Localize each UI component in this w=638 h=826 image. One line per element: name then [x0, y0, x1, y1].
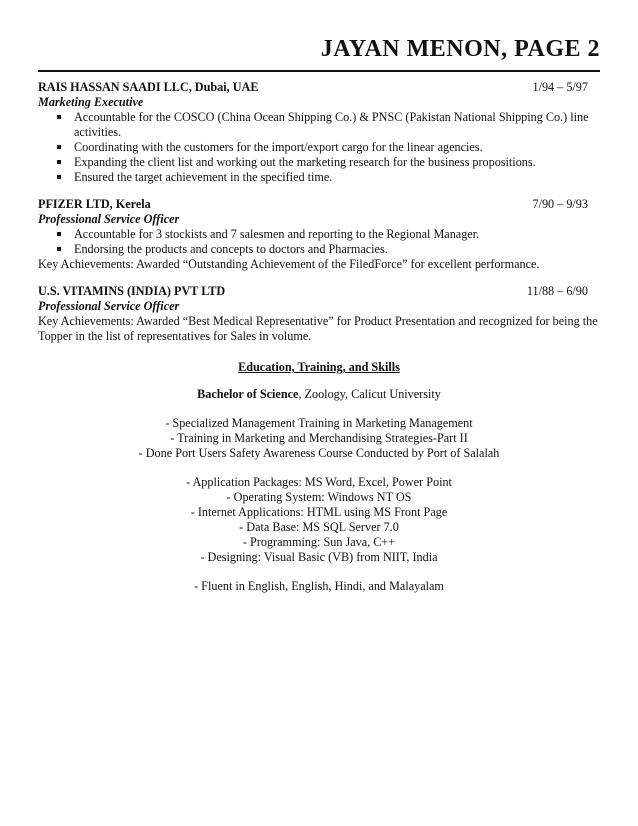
bullet-item: Coordinating with the customers for the import/export cargo for the linear agencies. — [74, 140, 600, 155]
skill-item: - Operating System: Windows NT OS — [226, 490, 412, 504]
job-role: Professional Service Officer — [38, 299, 180, 313]
skill-item: - Internet Applications: HTML using MS Front Page — [190, 505, 448, 519]
skill-item: - Application Packages: MS Word, Excel, Power Point — [186, 475, 452, 489]
job-dates: 7/90 – 9/93 — [532, 197, 588, 211]
company-name: U.S. VITAMINS (INDIA) PVT LTD — [38, 284, 226, 298]
job-role: Marketing Executive — [38, 95, 144, 109]
skill-item: - Programming: Sun Java, C++ — [242, 535, 396, 549]
job-bullets — [38, 110, 600, 185]
bullet-item: Endorsing the products and concepts to doctors and Pharmacies. — [74, 242, 600, 257]
training-item: - Specialized Management Training in Marketing Management — [165, 416, 473, 430]
skills-list — [38, 475, 600, 565]
bullet-item: Accountable for the COSCO (China Ocean Shipping Co.) & PNSC (Pakistan National Shipping Co.) line activities. — [74, 110, 600, 140]
job-header — [38, 197, 600, 212]
degree-details: , Zoology, Calicut University — [298, 387, 441, 401]
job-header — [38, 284, 600, 299]
job-entry — [38, 284, 600, 344]
page-title: JAYAN MENON, PAGE 2 — [320, 36, 600, 62]
job-entry — [38, 197, 600, 272]
job-dates: 11/88 – 6/90 — [526, 284, 588, 298]
language-item: - Fluent in English, English, Hindi, and Malayalam — [194, 579, 444, 593]
job-entry — [38, 80, 600, 185]
languages-list — [38, 579, 600, 594]
training-item: - Done Port Users Safety Awareness Course Conducted by Port of Salalah — [138, 446, 500, 460]
skill-item: - Data Base: MS SQL Server 7.0 — [239, 520, 399, 534]
education-section-title: Education, Training, and Skills — [238, 360, 400, 374]
company-name: PFIZER LTD, Kerela — [38, 197, 151, 211]
title-rule — [38, 70, 600, 72]
key-achievement: Key Achievements: Awarded “Outstanding Achievement of the FiledForce” for excellent performance. — [38, 257, 540, 271]
bullet-item: Ensured the target achievement in the specified time. — [74, 170, 600, 185]
training-list — [38, 416, 600, 461]
company-name: RAIS HASSAN SAADI LLC, Dubai, UAE — [38, 80, 259, 94]
training-item: - Training in Marketing and Merchandising Strategies-Part II — [170, 431, 468, 445]
job-header — [38, 80, 600, 95]
key-achievement: Key Achievements: Awarded “Best Medical Representative” for Product Presentation and recognized for being the Topper in the list of representatives for Sales in volume. — [38, 314, 598, 343]
skill-item: - Designing: Visual Basic (VB) from NIIT, India — [200, 550, 438, 564]
degree-line — [38, 387, 600, 402]
job-bullets — [38, 227, 600, 257]
degree-name: Bachelor of Science — [197, 387, 299, 401]
bullet-item: Expanding the client list and working out the marketing research for the business propositions. — [74, 155, 600, 170]
job-role: Professional Service Officer — [38, 212, 180, 226]
bullet-item: Accountable for 3 stockists and 7 salesmen and reporting to the Regional Manager. — [74, 227, 600, 242]
job-dates: 1/94 – 5/97 — [532, 80, 588, 94]
resume-content — [38, 80, 600, 608]
